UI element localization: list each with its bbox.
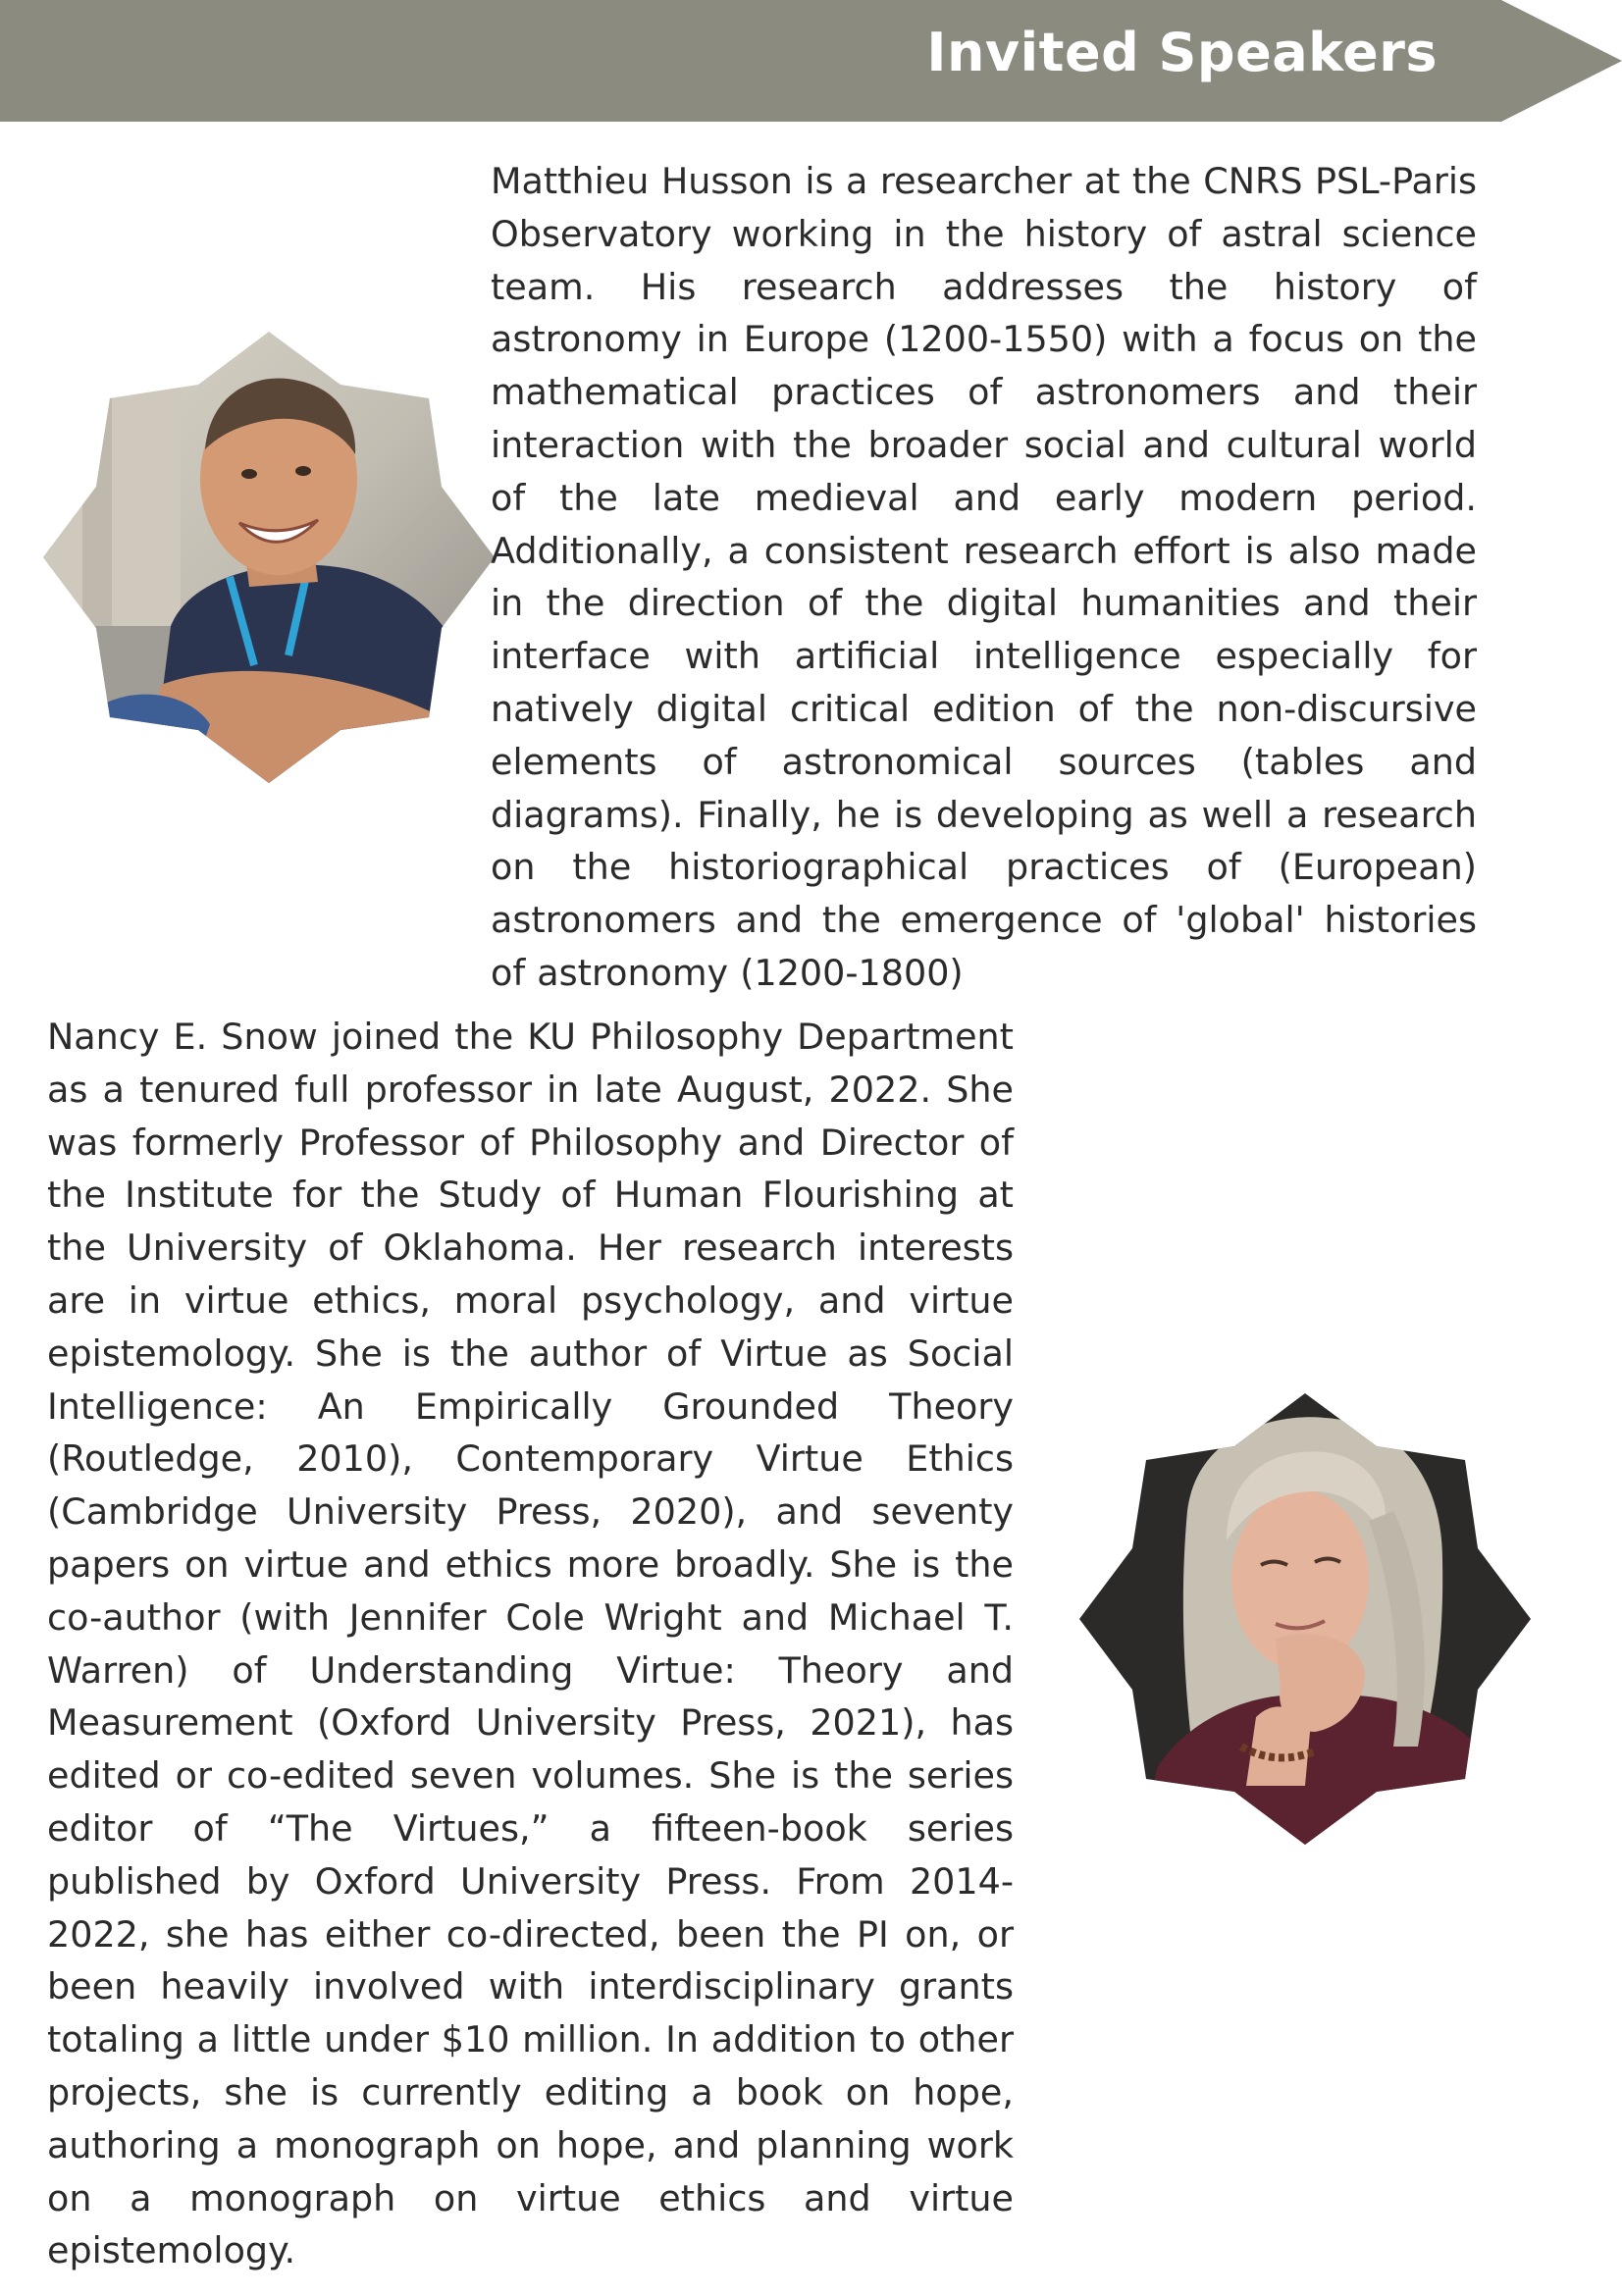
speaker-2-bio: Nancy E. Snow joined the KU Philosophy Department as a tenured full professor in late August, 2022. She was formerly Professor of Philosophy and Director of the Institute for the Study of Human Flourishing at the University of Oklahoma. Her research interests are in virtue ethics, moral psychology, and virtue epistemology. She is the author of Virtue as Social Intelligence: An Empirically Grounded Theory (Routledge, 2010), Contemporary Virtue Ethics (Cambridge University Press, 2020), and seventy papers on virtue and ethics more broadly. She is the co-author (with Jennifer Cole Wright and Michael T. Warren) of Understanding Virtue: Theory and Measurement (Oxford University Press, 2021), has edited or co-edited seven volumes. She is the series editor of “The Virtues,” a fifteen-book series published by Oxford University Press. From 2014-2022, she has either co-directed, been the PI on, or been heavily involved with interdisciplinary grants totaling a little under $10 million. In addition to other projects, she is currently editing a book on hope, authoring a monograph on hope, and planning work on a monograph on virtue ethics and virtue epistemology. — [47, 1016, 1014, 2272]
portrait-photo-smiling-man-icon — [43, 332, 495, 783]
speaker-1-portrait — [43, 332, 495, 783]
speaker-2-portrait — [1079, 1393, 1531, 1845]
page-title: Invited Speakers — [926, 22, 1438, 83]
header-banner — [0, 0, 1622, 122]
portrait-photo-thinking-woman-icon — [1079, 1393, 1531, 1845]
speaker-1-bio: Matthieu Husson is a researcher at the CNRS PSL-Paris Observatory working in the history of astral science team. His research addresses the history of astronomy in Europe (1200-1550) with a focus on the mathematical practices of astronomers and their interaction with the broader social and cultural world of the late medieval and early modern period. Additionally, a consistent research effort is also made in the direction of the digital humanities and their interface with artificial intelligence especially for natively digital critical edition of the non-discursive elements of astronomical sources (tables and diagrams). Finally, he is developing as well a research on the historiographical practices of (European) astronomers and the emergence of 'global' histories of astronomy (1200-1800) — [491, 160, 1477, 994]
